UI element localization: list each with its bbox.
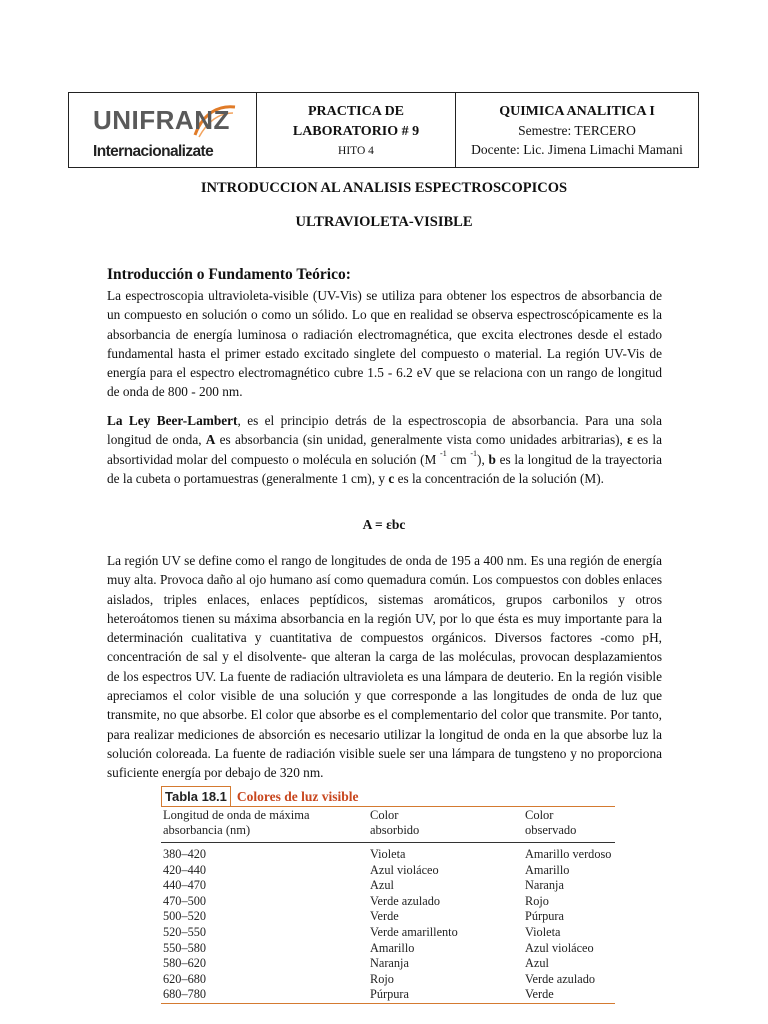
cell-observed: Azul bbox=[525, 956, 549, 971]
cell-absorbed: Verde azulado bbox=[370, 893, 440, 908]
cell-observed: Rojo bbox=[525, 893, 549, 908]
cell-wavelength: 620–680 bbox=[163, 971, 207, 986]
table-row bbox=[161, 987, 615, 1003]
section-heading: Introducción o Fundamento Teórico: bbox=[107, 266, 351, 283]
table-caption bbox=[161, 786, 359, 807]
table-header-absorbed: Color absorbido bbox=[370, 808, 420, 837]
table-row bbox=[161, 925, 615, 941]
paragraph-intro: La espectroscopia ultravioleta-visible (UV-Vis) se utiliza para obtener los espectros de absorbancia de un compuesto en solución o como un sólido. Lo que en realidad se observa espectroscópicamente es la absorbancia de energía luminosa o radiación electromagnética, que excita electrones desde el estado fundamental hasta el primer estado excitado singlete del compuesto o material. La región UV-Vis de energía para el espectro electromagnético cubre 1.5 - 6.2 eV que se relaciona con un rango de longitud de onda de 800 - 200 nm. bbox=[107, 288, 662, 400]
cell-wavelength: 380–420 bbox=[163, 847, 207, 861]
course-title: QUIMICA ANALITICA I bbox=[499, 103, 655, 119]
cell-absorbed: Amarillo bbox=[370, 940, 415, 955]
table-header-rule bbox=[161, 842, 615, 843]
cell-observed: Naranja bbox=[525, 878, 564, 893]
table-title: Colores de luz visible bbox=[236, 789, 359, 804]
practice-line1: PRACTICA DE bbox=[307, 103, 405, 119]
table-header-wavelength: Longitud de onda de máxima absorbancia (nm) bbox=[163, 808, 310, 837]
practice-line3: HITO 4 bbox=[338, 144, 374, 157]
logo-tagline: Internacionalizate bbox=[93, 143, 214, 160]
cell-observed: Verde azulado bbox=[525, 971, 595, 986]
table-row bbox=[161, 847, 615, 863]
beer-lambert-formula: A = εbc bbox=[362, 517, 406, 532]
cell-wavelength: 520–550 bbox=[163, 924, 207, 939]
main-title: INTRODUCCION AL ANALISIS ESPECTROSCOPICOS bbox=[200, 180, 568, 196]
practice-cell bbox=[257, 93, 456, 167]
cell-absorbed: Verde bbox=[370, 909, 399, 924]
logo-cell bbox=[69, 93, 257, 167]
cell-absorbed: Naranja bbox=[370, 956, 409, 971]
cell-observed: Amarillo bbox=[525, 862, 570, 877]
header-table bbox=[68, 92, 699, 168]
cell-observed: Verde bbox=[525, 987, 554, 1002]
paragraph-beer-lambert: La Ley Beer-Lambert, es el principio detrás de la espectroscopia de absorbancia. Para una sola longitud de onda, A es absorbancia (sin unidad, generalmente vista como unidades arbitrarias), ε es la absortividad molar del compuesto o molécula en solución (M $^{-1}$ cm $^{-1}$), b es la longitud de la trayectoria de la cubeta o portamuestras (generalmente 1 cm), y c es la concentración de la solución (M). bbox=[107, 413, 662, 486]
table-row bbox=[161, 972, 615, 988]
cell-absorbed: Púrpura bbox=[370, 987, 409, 1002]
table-row bbox=[161, 941, 615, 957]
table-row bbox=[161, 894, 615, 910]
practice-line2: LABORATORIO # 9 bbox=[292, 123, 420, 139]
cell-observed: Amarillo verdoso bbox=[525, 847, 612, 861]
cell-absorbed: Azul bbox=[370, 878, 394, 893]
table-row bbox=[161, 863, 615, 879]
sub-title: ULTRAVIOLETA-VISIBLE bbox=[295, 214, 473, 230]
table-row bbox=[161, 878, 615, 894]
cell-absorbed: Verde amarillento bbox=[370, 924, 458, 939]
course-cell bbox=[456, 93, 698, 167]
cell-absorbed: Rojo bbox=[370, 971, 394, 986]
cell-wavelength: 420–440 bbox=[163, 862, 207, 877]
cell-wavelength: 680–780 bbox=[163, 987, 207, 1002]
cell-observed: Violeta bbox=[525, 924, 561, 939]
cell-observed: Azul violáceo bbox=[525, 940, 594, 955]
table-header-observed: Color observado bbox=[525, 808, 577, 837]
table-bottom-rule bbox=[161, 1003, 615, 1004]
cell-wavelength: 500–520 bbox=[163, 909, 207, 924]
cell-absorbed: Azul violáceo bbox=[370, 862, 439, 877]
table-top-rule bbox=[161, 806, 615, 807]
table-row bbox=[161, 909, 615, 925]
table-label: Tabla 18.1 bbox=[161, 786, 231, 807]
cell-wavelength: 550–580 bbox=[163, 940, 207, 955]
paragraph-uv-region: La región UV se define como el rango de longitudes de onda de 195 a 400 nm. Es una región de energía muy alta. Provoca daño al ojo humano así como quemadura común. Los compuestos con dobles enlaces aislados, triples enlaces, enlaces peptídicos, sistemas aromáticos, grupos carbonilos y otros heteroátomos tienen su máxima absorbancia en la región UV, por lo que ésta es muy importante para la determinación cualitativa y cuantitativa de compuestos orgánicos. Diversos factores -como pH, concentración de sal y el disolvente- que alteran la carga de las moléculas, provocan desplazamientos de los espectros UV. La fuente de radiación ultravioleta es una lámpara de deuterio. En la región visible apreciamos el color visible de una solución y que corresponde a las longitudes de onda de luz que transmite, no que absorbe. El color que absorbe es el complementario del color que transmite. Por tanto, para realizar mediciones de absorción es necesario utilizar la longitud de onda en la que absorbe luz la solución coloreada. La fuente de radiación visible suele ser una lámpara de tungsteno y no proporciona suficiente energía por debajo de 320 nm. bbox=[107, 553, 662, 781]
cell-observed: Púrpura bbox=[525, 909, 564, 924]
course-semester: Semestre: TERCERO bbox=[518, 122, 636, 138]
beer-lambert-lead: La Ley Beer-Lambert bbox=[107, 413, 238, 428]
cell-absorbed: Violeta bbox=[370, 847, 406, 861]
table-body bbox=[161, 847, 615, 1003]
cell-wavelength: 580–620 bbox=[163, 956, 207, 971]
table-row bbox=[161, 956, 615, 972]
cell-wavelength: 440–470 bbox=[163, 878, 207, 893]
logo-wordmark: UNIFRANZ bbox=[93, 105, 230, 135]
cell-wavelength: 470–500 bbox=[163, 893, 207, 908]
course-teacher: Docente: Lic. Jimena Limachi Mamani bbox=[471, 141, 683, 157]
